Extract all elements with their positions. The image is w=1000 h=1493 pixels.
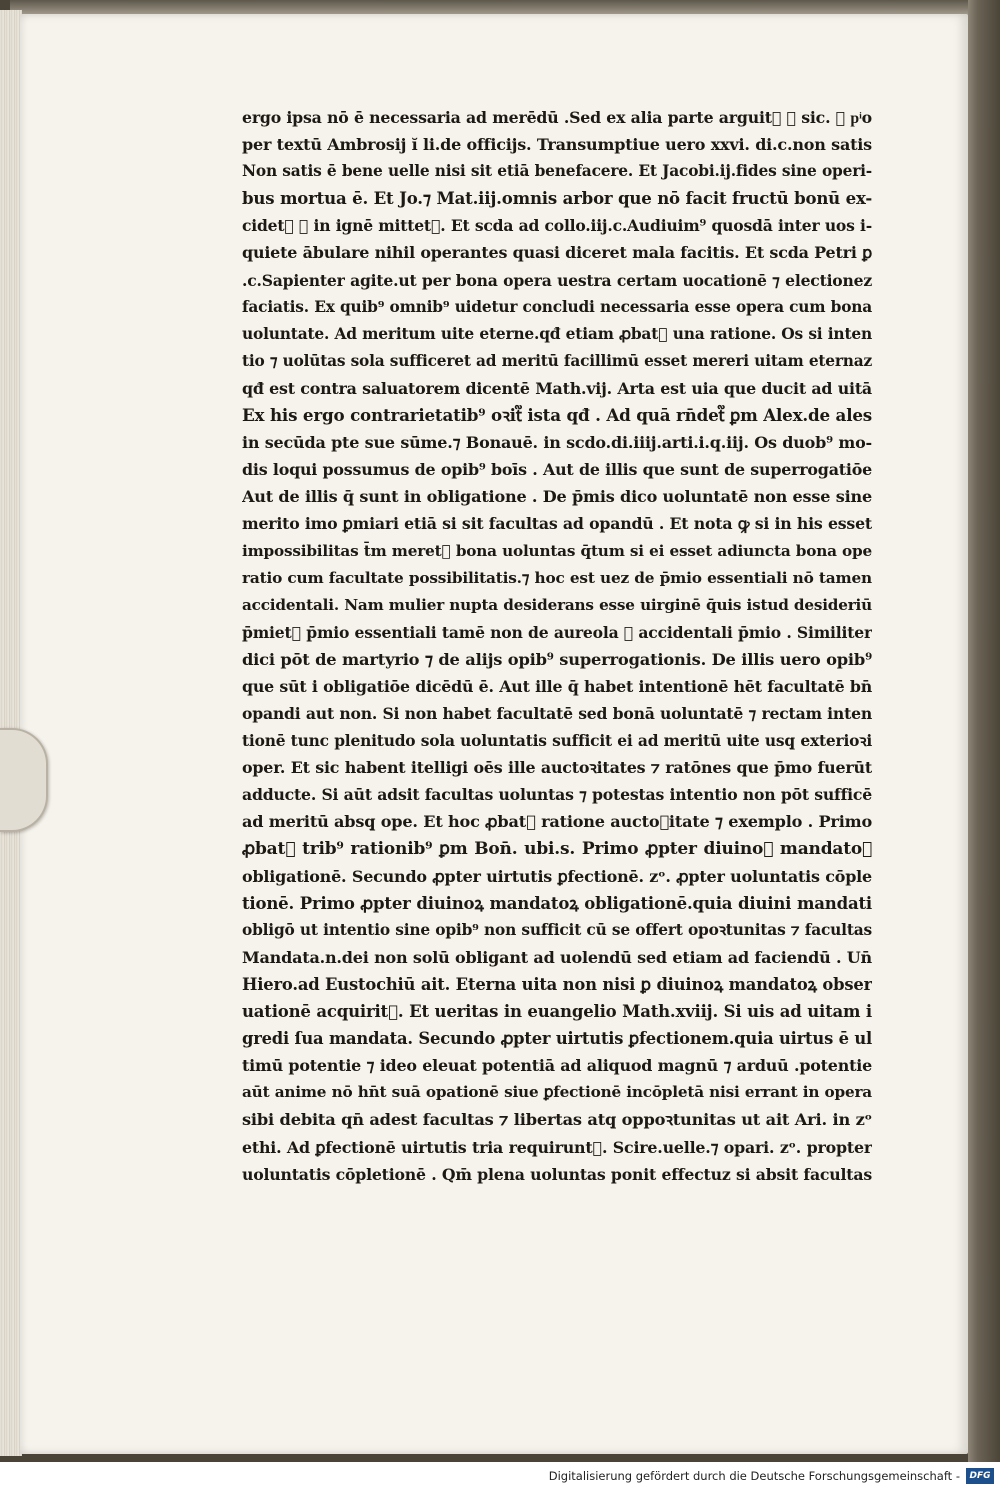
text-line: ratio cum facultate possibilitatis.⁊ hoc est uez de p̄mio essentiali nō tamen xyxy=(242,568,872,587)
text-line: Aut de illis q̄ sunt in obligatione . De p̄mis dico uoluntatē non esse sine xyxy=(242,487,872,507)
text-line: obligō ut intentio sine opib⁹ non sufficit cū se offert opoꝛtunitas ⁊ facultas xyxy=(242,920,872,939)
text-line: bus mortua ē. Et Jo.⁊ Mat.iij.omnis arbor que nō facit fructū bonū ex- xyxy=(242,188,872,209)
text-line: quiete ābulare nihil operantes quasi diceret mala facitis. Et scda Petri ꝑ xyxy=(242,243,872,263)
text-line: aūt anime nō hn̄t suā opationē siue ꝑfectionē incōpletā nisi errant in opera xyxy=(242,1083,872,1102)
text-line: ad meritū absq̧ ope. Et hoc ꝓbat᷑ ratione auctoꝛitate ⁊ exemplo . Primo xyxy=(242,812,872,832)
text-line: Ex his ergo contrarietatib⁹ oꝛit᷑ ista qđ . Ad quā rn̄det᷑ ꝑm Alex.de ales xyxy=(242,405,872,426)
text-line: ꝓbat᷑ trib⁹ rationib⁹ ꝑm Bon̄. ubi.s. Primo ꝓpter diuinoꝝ mandatoꝝ xyxy=(242,838,872,859)
text-line: Mandata.n.dei non solū obligant ad uolendū sed etiam ad faciendū . Un̄ xyxy=(242,947,872,967)
book-spine-edge xyxy=(968,0,1000,1462)
text-line: cidet᷑ ⁊ in ignē mittet᷑. Et scda ad collo.iij.c.Audiuim⁹ quosdā inter uos i- xyxy=(242,216,872,236)
text-line: uoluntate. Ad meritum uite eterne.qđ etiam ꝓbat᷑ una ratione. Os si inten xyxy=(242,324,872,343)
text-line: impossibilitas t̄m meret᷑ bona uoluntas q̄tum si ei esset adiuncta bona ope xyxy=(242,541,872,560)
text-line: que sūt i obligatiōe dicēdū ē. Aut ille q̄ habet intentionē hēt facultatē bn̄ xyxy=(242,676,872,696)
page-text-block xyxy=(242,104,872,1188)
text-line: adducte. Si aūt adsit facultas uoluntas ⁊ potestas intentio non pōt sufficē xyxy=(242,785,872,805)
text-line: tionē tunc plenitudo sola uoluntatis sufficit ei ad meritū uite usq̧ exterioꝛi xyxy=(242,731,872,751)
text-line: qđ est contra saluatorem dicentē Math.vij. Arta est uia que ducit ad uitā xyxy=(242,378,872,398)
text-line: accidentali. Nam mulier nupta desiderans esse uirginē q̄uis istud desideriū xyxy=(242,595,872,614)
dfg-logo-icon: DFG xyxy=(966,1468,994,1484)
text-line: faciatis. Ex quib⁹ omnib⁹ uidetur concludi necessaria esse opera cum bona xyxy=(242,297,872,316)
text-line: Non satis ē bene uelle nisi sit etiā benefacere. Et Jacobi.ij.fides sine operi- xyxy=(242,162,872,181)
text-line: in secūda pte sue sūme.⁊ Bonauē. in scdo.di.iiij.arti.i.q.iij. Os duob⁹ mo- xyxy=(242,433,872,453)
text-line: gredi ſua mandata. Secundo ꝓpter uirtutis ꝑfectionem.quia uirtus ē ul xyxy=(242,1029,872,1049)
text-line: .c.Sapienter agite.ut per bona opera uestra certam uocationē ⁊ electionez xyxy=(242,270,872,290)
text-line: sibi debita qn̄ adest facultas ⁊ libertas atq̧ oppoꝛtunitas ut ait Ari. in zᵒ xyxy=(242,1110,872,1130)
text-line: opandi aut non. Si non habet facultatē sed bonā uoluntatē ⁊ rectam inten xyxy=(242,704,872,724)
text-line: tio ⁊ uolūtas sola sufficeret ad meritū facillimū esset mereri uitam eternaz xyxy=(242,351,872,370)
text-line: ethi. Ad ꝑfectionē uirtutis tria requirunt᷑. Scire.uelle.⁊ opari. zᵒ. propter xyxy=(242,1137,872,1157)
funding-credit: Digitalisierung gefördert durch die Deutsche Forschungsgemeinschaft - xyxy=(548,1469,960,1483)
text-line: Hiero.ad Eustochiū ait. Eterna uita non nisi ꝑ diuinoꝝ mandatoꝝ obser xyxy=(242,975,872,994)
text-line: timū potentie ⁊ ideo eleuat potentiā ad aliquod magnū ⁊ arduū .potentie xyxy=(242,1056,872,1076)
footer-bar xyxy=(0,1462,1000,1493)
text-line: obligationē. Secundo ꝓpter uirtutis ꝑfectionē. zᵒ. ꝓpter uoluntatis cōple xyxy=(242,866,872,886)
clip-tab xyxy=(0,728,48,832)
text-line: tionē. Primo ꝓpter diuinoꝝ mandatoꝝ obligationē.quia diuini mandati xyxy=(242,892,872,913)
text-line: per textū Ambrosij ĭ li.de officijs. Transumptiue uero xxvi. di.c.non satis xyxy=(242,135,872,155)
text-line: uationē acquirit᷑. Et ueritas in euangelio Math.xviij. Si uis ad uitam i xyxy=(242,1001,872,1022)
text-line: merito imo ꝑmiari etiā si sit facultas ad opandū . Et nota ꝙ si in his esset xyxy=(242,514,872,534)
text-line: dici pōt de martyrio ⁊ de alijs opib⁹ superrogationis. De illis uero opib⁹ xyxy=(242,649,872,669)
text-line: p̄miet᷑ p̄mio essentiali tamē non de aureola ⁊ accidentali p̄mio . Similiter xyxy=(242,622,872,642)
text-line: oper. Et sic habent itelligi oēs ille auctoꝛitates ⁊ ratōnes que p̄mo fuerūt xyxy=(242,758,872,778)
text-line: ergo ipsa nō ē necessaria ad merēdū .Sed ex alia parte arguit᷑ ꝙ sic. ⁊ pͥo xyxy=(242,108,872,127)
text-line: dis loqui possumus de opib⁹ boīs . Aut de illis que sunt de superrogatiōe xyxy=(242,460,872,480)
text-line: uoluntatis cōpletionē . Qm̄ plena uoluntas ponit effectuz si absit facultas xyxy=(242,1164,872,1184)
